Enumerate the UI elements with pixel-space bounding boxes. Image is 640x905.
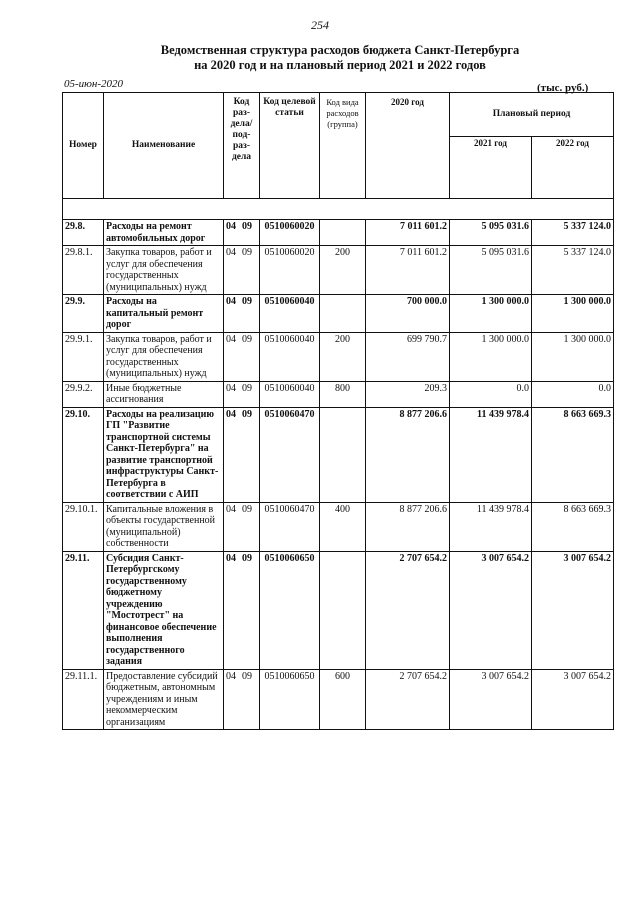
cell-name: Расходы на ремонт автомобильных дорог <box>104 220 224 246</box>
header-target: Код целевой статьи <box>260 93 320 199</box>
cell-number: 29.11.1. <box>63 669 104 730</box>
cell-name: Иные бюджетные ассигнования <box>104 381 224 407</box>
cell-section <box>224 381 260 407</box>
cell-expense-type <box>320 220 366 246</box>
subsection-code: 09 <box>242 408 252 420</box>
cell-target: 0510060040 <box>260 381 320 407</box>
table-row <box>63 551 614 669</box>
cell-section <box>224 669 260 730</box>
table-row <box>63 407 614 502</box>
cell-2022: 1 300 000.0 <box>532 295 614 333</box>
cell-number: 29.8. <box>63 220 104 246</box>
cell-expense-type: 200 <box>320 246 366 295</box>
subsection-code: 09 <box>242 382 252 394</box>
cell-number: 29.10. <box>63 407 104 502</box>
table-row <box>63 295 614 333</box>
header-2022: 2022 год <box>532 137 614 199</box>
header-number: Номер <box>63 93 104 199</box>
header-expense-type: Код вида расходов (группа) <box>320 93 366 199</box>
table-row <box>63 381 614 407</box>
cell-2021: 1 300 000.0 <box>450 295 532 333</box>
section-code: 04 <box>226 296 236 307</box>
cell-section <box>224 502 260 551</box>
cell-2020: 2 707 654.2 <box>366 669 450 730</box>
cell-name: Закупка товаров, работ и услуг для обеспечения государственных (муниципальных) нужд <box>104 246 224 295</box>
spacer-row <box>63 199 614 220</box>
table-body <box>63 220 614 730</box>
cell-2021: 3 007 654.2 <box>450 551 532 669</box>
section-code: 04 <box>226 408 236 420</box>
document-date: 05-июн-2020 <box>64 78 124 90</box>
table-row <box>63 220 614 246</box>
cell-section <box>224 220 260 246</box>
cell-section <box>224 332 260 381</box>
cell-number: 29.10.1. <box>63 502 104 551</box>
cell-number: 29.11. <box>63 551 104 669</box>
cell-2021: 5 095 031.6 <box>450 220 532 246</box>
cell-expense-type: 200 <box>320 332 366 381</box>
cell-name: Предоставление субсидий бюджетным, автономным учреждениям и иным некоммерческим организациям <box>104 669 224 730</box>
section-code: 04 <box>226 382 236 394</box>
cell-2020: 7 011 601.2 <box>366 246 450 295</box>
cell-2020: 209.3 <box>366 381 450 407</box>
cell-section <box>224 407 260 502</box>
cell-2021: 3 007 654.2 <box>450 669 532 730</box>
cell-2021: 1 300 000.0 <box>450 332 532 381</box>
cell-2021: 11 439 978.4 <box>450 407 532 502</box>
cell-expense-type <box>320 407 366 502</box>
cell-expense-type <box>320 551 366 669</box>
page-number: 254 <box>311 18 329 32</box>
document-title <box>60 43 620 73</box>
cell-2021: 5 095 031.6 <box>450 246 532 295</box>
section-code: 04 <box>226 333 236 345</box>
cell-number: 29.9.1. <box>63 332 104 381</box>
subsection-code: 09 <box>242 296 252 307</box>
cell-name: Субсидия Санкт-Петербургскому государственному бюджетному учреждению "Мостотрест" на финансовое обеспечение выполнения государственного задания <box>104 551 224 669</box>
cell-name: Капитальные вложения в объекты государственной (муниципальной) собственности <box>104 502 224 551</box>
subsection-code: 09 <box>242 552 252 564</box>
cell-section <box>224 295 260 333</box>
cell-2020: 699 790.7 <box>366 332 450 381</box>
header-section: Код раз-дела/ под-раз-дела <box>224 93 260 199</box>
cell-name: Закупка товаров, работ и услуг для обеспечения государственных (муниципальных) нужд <box>104 332 224 381</box>
cell-target: 0510060020 <box>260 220 320 246</box>
budget-table <box>62 92 614 730</box>
header-plan-period: Плановый период <box>450 93 614 137</box>
cell-2020: 2 707 654.2 <box>366 551 450 669</box>
section-code: 04 <box>226 221 236 232</box>
header-name: Наименование <box>104 93 224 199</box>
cell-expense-type: 400 <box>320 502 366 551</box>
subsection-code: 09 <box>242 221 252 232</box>
cell-2020: 8 877 206.6 <box>366 502 450 551</box>
cell-2022: 5 337 124.0 <box>532 246 614 295</box>
cell-target: 0510060650 <box>260 551 320 669</box>
cell-2021: 11 439 978.4 <box>450 502 532 551</box>
title-line-2: на 2020 год и на плановый период 2021 и 2022 годов <box>194 58 486 72</box>
cell-number: 29.9. <box>63 295 104 333</box>
cell-2022: 1 300 000.0 <box>532 332 614 381</box>
cell-target: 0510060470 <box>260 502 320 551</box>
cell-target: 0510060020 <box>260 246 320 295</box>
section-code: 04 <box>226 503 236 515</box>
cell-2022: 8 663 669.3 <box>532 407 614 502</box>
subsection-code: 09 <box>242 333 252 345</box>
cell-expense-type <box>320 295 366 333</box>
section-code: 04 <box>226 670 236 682</box>
section-code: 04 <box>226 552 236 564</box>
subsection-code: 09 <box>242 670 252 682</box>
table-row <box>63 502 614 551</box>
cell-number: 29.9.2. <box>63 381 104 407</box>
section-code: 04 <box>226 247 236 258</box>
table-row <box>63 669 614 730</box>
cell-target: 0510060040 <box>260 332 320 381</box>
cell-expense-type: 800 <box>320 381 366 407</box>
cell-2022: 8 663 669.3 <box>532 502 614 551</box>
cell-2020: 8 877 206.6 <box>366 407 450 502</box>
table-row <box>63 246 614 295</box>
cell-target: 0510060650 <box>260 669 320 730</box>
cell-2020: 700 000.0 <box>366 295 450 333</box>
header-2021: 2021 год <box>450 137 532 199</box>
header-2020: 2020 год <box>366 93 450 199</box>
title-line-1: Ведомственная структура расходов бюджета Санкт-Петербурга <box>160 43 520 57</box>
cell-2020: 7 011 601.2 <box>366 220 450 246</box>
cell-name: Расходы на реализацию ГП "Развитие транспортной системы Санкт-Петербурга" на развитие транспортной инфраструктуры Санкт-Петербурга в соответствии с АИП <box>104 407 224 502</box>
cell-2022: 3 007 654.2 <box>532 669 614 730</box>
subsection-code: 09 <box>242 503 252 515</box>
cell-number: 29.8.1. <box>63 246 104 295</box>
cell-target: 0510060470 <box>260 407 320 502</box>
cell-name: Расходы на капитальный ремонт дорог <box>104 295 224 333</box>
cell-section <box>224 246 260 295</box>
units-label: (тыс. руб.) <box>537 82 589 94</box>
cell-2021: 0.0 <box>450 381 532 407</box>
cell-expense-type: 600 <box>320 669 366 730</box>
table-row <box>63 332 614 381</box>
cell-2022: 3 007 654.2 <box>532 551 614 669</box>
cell-2022: 5 337 124.0 <box>532 220 614 246</box>
cell-target: 0510060040 <box>260 295 320 333</box>
subsection-code: 09 <box>242 247 252 258</box>
cell-section <box>224 551 260 669</box>
cell-2022: 0.0 <box>532 381 614 407</box>
